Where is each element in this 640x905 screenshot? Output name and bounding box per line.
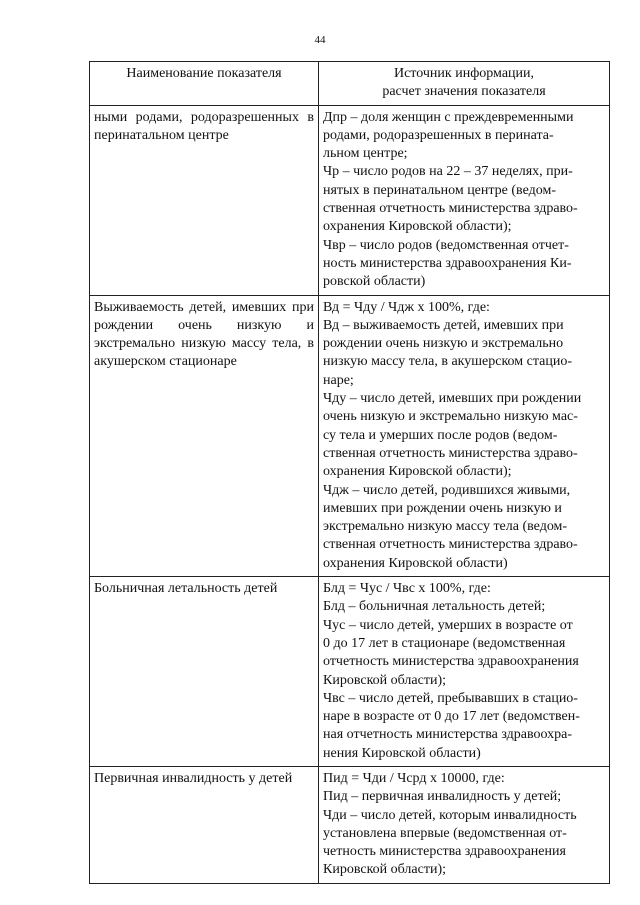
table-body — [90, 105, 610, 883]
source-line: имевших при рождении очень низкую и — [323, 500, 562, 516]
source-cell — [319, 105, 610, 295]
source-line: Чр – число родов на 22 – 37 неделях, при- — [323, 164, 573, 180]
source-line: Чдж – число детей, родившихся живыми, — [323, 482, 571, 498]
source-line: Пид = Чди / Чсрд х 10000, где: — [323, 770, 505, 786]
source-line: охранения Кировской области) — [323, 555, 508, 571]
source-line: Блд – больничная летальность детей; — [323, 599, 546, 615]
page-number: 44 — [314, 34, 326, 46]
source-line: Блд = Чус / Чвс х 100%, где: — [323, 581, 491, 597]
source-line: охранения Кировской области); — [323, 219, 512, 235]
header-indicator-name: Наименование показателя — [90, 62, 319, 106]
indicator-name-cell: Первичная инвалидность у детей — [90, 766, 319, 883]
header-source-line1: Источник информации, — [393, 66, 535, 81]
source-line: ственная отчетность министерства здраво- — [323, 201, 578, 217]
source-line: наре; — [323, 372, 354, 388]
source-line: ная отчетность министерства здравоохра- — [323, 727, 573, 743]
source-line: охранения Кировской области); — [323, 464, 512, 480]
source-line: ственная отчетность министерства здраво- — [323, 537, 578, 553]
source-cell — [319, 766, 610, 883]
source-line: Чус – число детей, умерших в возрасте от — [323, 617, 573, 633]
table-row — [90, 577, 610, 767]
source-line: су тела и умерших после родов (ведом- — [323, 427, 558, 443]
table-header-row — [90, 62, 610, 106]
source-line: установлена впервые (ведомственная от- — [323, 825, 567, 841]
source-line: Вд = Чду / Чдж х 100%, где: — [323, 299, 490, 315]
source-cell — [319, 295, 610, 576]
source-line: родами, родоразрешенных в перината- — [323, 127, 554, 143]
indicator-name-cell: Выживаемость детей, имевших при рождении очень низкую и экстремально низкую массу тела, в акушерском стационаре — [90, 295, 319, 576]
source-line: Вд – выживаемость детей, имевших при — [323, 317, 564, 333]
source-line: ственная отчетность министерства здраво- — [323, 445, 578, 461]
source-line: очень низкую и экстремально низкую мас- — [323, 409, 578, 425]
source-line: четность министерства здравоохранения — [323, 844, 566, 860]
source-line: низкую массу тела, в акушерском стацио- — [323, 354, 573, 370]
indicator-name-cell: Больничная летальность детей — [90, 577, 319, 767]
source-line: отчетность министерства здравоохранения — [323, 654, 579, 670]
source-line: Чвр – число родов (ведомственная отчет- — [323, 237, 569, 253]
source-line: Кировской области); — [323, 672, 447, 688]
source-line: Кировской области); — [323, 862, 447, 878]
table-row — [90, 766, 610, 883]
source-line: Чвс – число детей, пребывавших в стацио- — [323, 690, 578, 706]
indicator-name-cell: ными родами, родоразрешенных в перинатальном центре — [90, 105, 319, 295]
source-line: Чду – число детей, имевших при рождении — [323, 391, 582, 407]
header-source-line2: расчет значения показателя — [382, 84, 546, 100]
source-line: наре в возрасте от 0 до 17 лет (ведомствен- — [323, 709, 580, 725]
source-line: 0 до 17 лет в стационаре (ведомственная — [323, 635, 566, 651]
source-line: нения Кировской области) — [323, 745, 481, 761]
source-line: льном центре; — [323, 146, 408, 162]
source-line: экстремально низкую массу тела (ведом- — [323, 519, 568, 535]
source-line: ровской области) — [323, 274, 426, 290]
table-row — [90, 105, 610, 295]
source-line: Пид – первичная инвалидность у детей; — [323, 789, 562, 805]
source-line: Чди – число детей, которым инвалидность — [323, 807, 577, 823]
indicators-table — [89, 61, 610, 884]
source-line: Дпр – доля женщин с преждевременными — [323, 109, 574, 125]
source-line: нятых в перинатальном центре (ведом- — [323, 182, 556, 198]
header-source — [319, 62, 610, 106]
source-line: рождении очень низкую и экстремально — [323, 336, 564, 352]
table-row — [90, 295, 610, 576]
source-cell — [319, 577, 610, 767]
source-line: ность министерства здравоохранения Ки- — [323, 255, 572, 271]
